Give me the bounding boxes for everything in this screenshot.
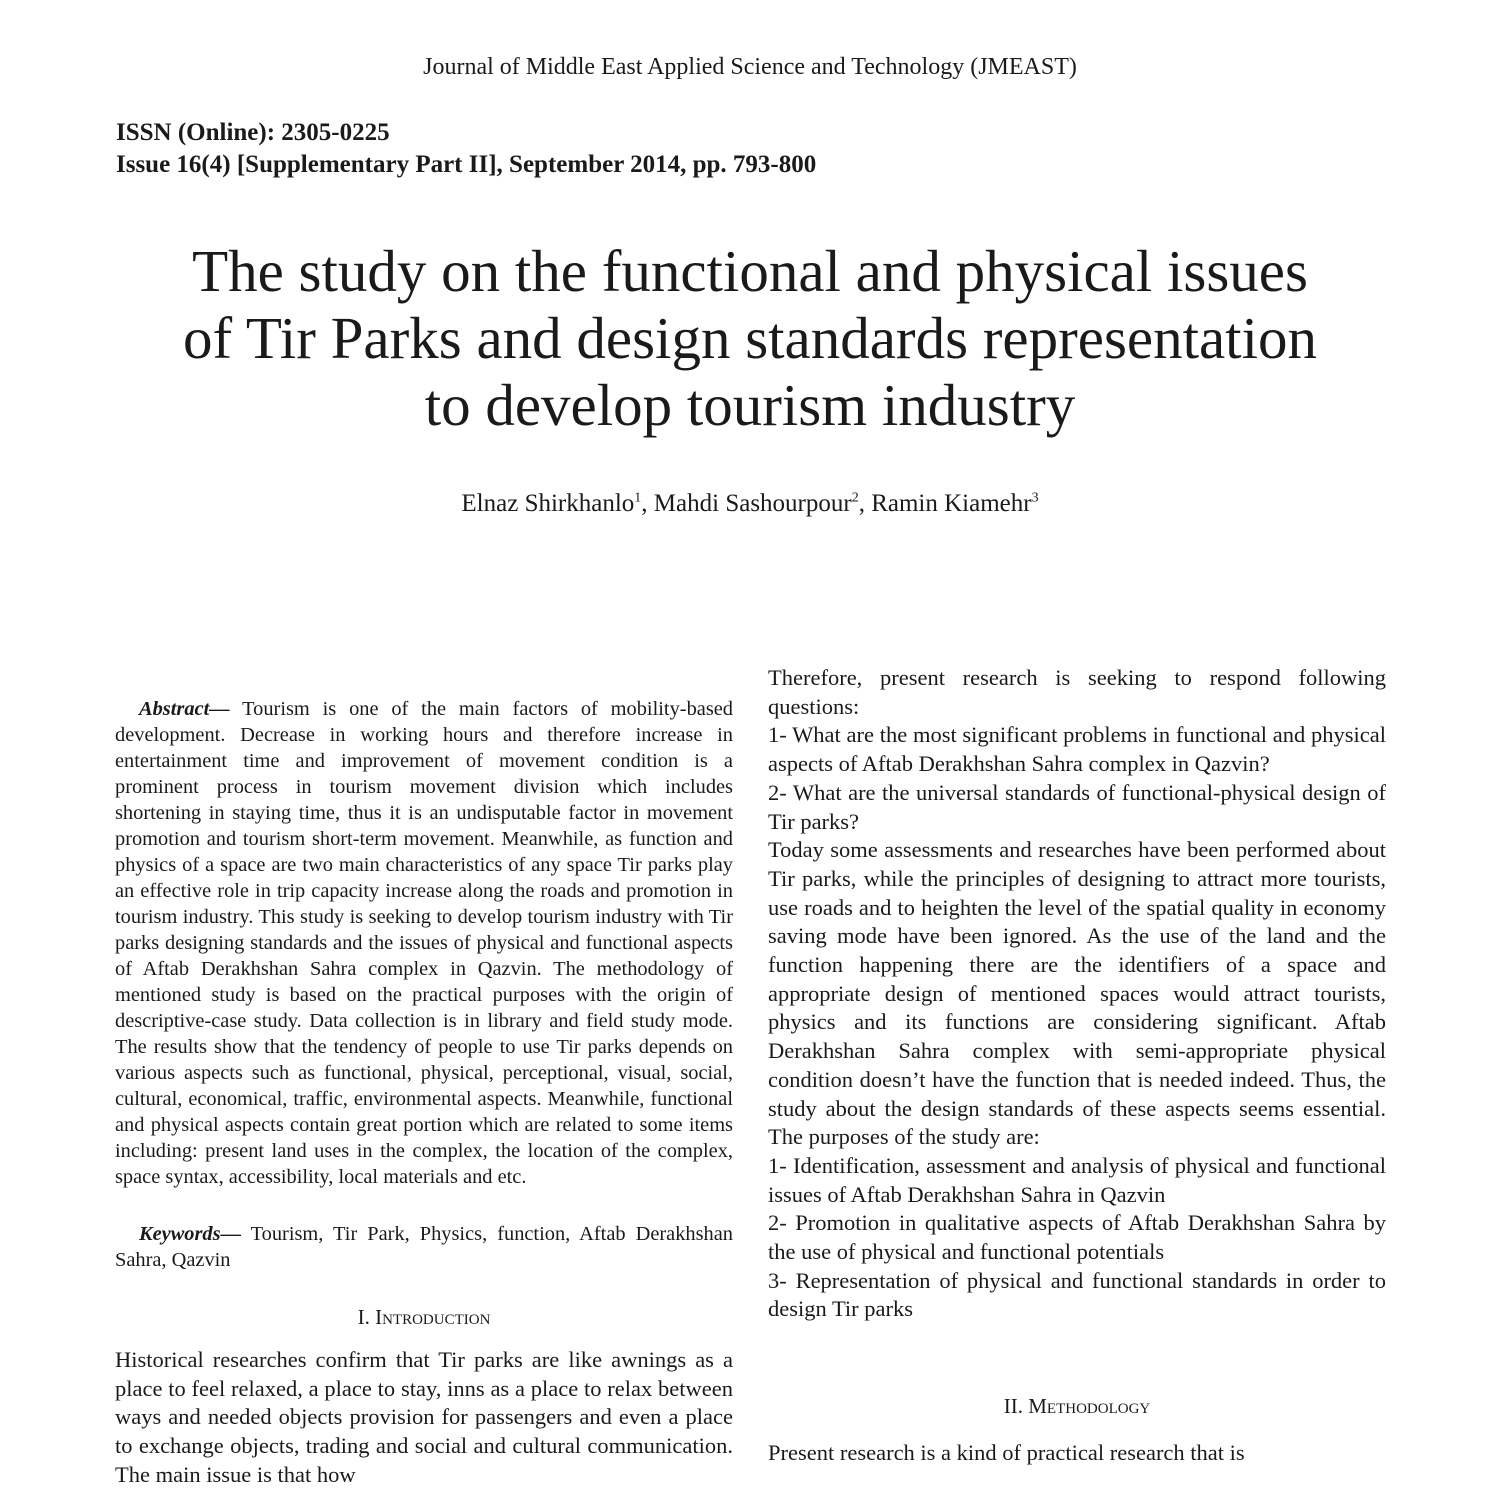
author-2-affiliation: 2 [851, 490, 859, 506]
purpose-1: 1- Identification, assessment and analysis of physical and functional issues of Aftab Derakhshan Sahra in Qazvin [768, 1152, 1386, 1207]
author-3-affiliation: 3 [1031, 490, 1039, 506]
left-column [115, 696, 733, 1490]
purpose-2: 2- Promotion in qualitative aspects of Aftab Derakhshan Sahra by the use of physical and functional potentials [768, 1210, 1386, 1265]
intro-title: Introduction [375, 1305, 491, 1329]
abstract [115, 696, 733, 1190]
section-heading-introduction [115, 1305, 733, 1330]
author-2: Mahdi Sashourpour [653, 490, 852, 517]
author-list: Elnaz Shirkhanlo$^1$, Mahdi Sashourpour$^2$, Ramin Kiamehr$^3$ [461, 490, 1039, 517]
question-2: 2- What are the universal standards of functional-physical design of Tir parks? [768, 779, 1386, 834]
paper-title [120, 238, 1380, 439]
issue-line: Issue 16(4) [Supplementary Part II], September 2014, pp. 793-800 [116, 151, 817, 178]
method-title: Methodology [1028, 1394, 1151, 1419]
author-3: Ramin Kiamehr [871, 490, 1032, 517]
question-1: 1- What are the most significant problems in functional and physical aspects of Aftab Derakhshan Sahra complex in Qazvin? [768, 722, 1386, 777]
abstract-text: Tourism is one of the main factors of mobility-based development. Decrease in working hours and therefore increase in entertainment time and improvement of movement condition is a prominent process in tourism movement division which includes shortening in staying time, thus it is an undisputable factor in movement promotion and tourism short-term movement. Meanwhile, as function and physics of a space are two main characteristics of any space Tir parks play an effective role in trip capacity increase along the roads and promotion in tourism industry. This study is seeking to develop tourism industry with Tir parks designing standards and the issues of physical and functional aspects of Aftab Derakhshan Sahra complex in Qazvin. The methodology of mentioned study is based on the practical purposes with the origin of descriptive-case study. Data collection is in library and field study mode. The results show that the tendency of people to use Tir parks depends on various aspects such as functional, physical, perceptional, visual, social, cultural, economical, traffic, environmental aspects. Meanwhile, functional and physical aspects contain great portion which are related to some items including: present land uses in the complex, the location of the complex, space syntax, accessibility, local materials and etc. [115, 698, 734, 1188]
title-line-1: The study on the functional and physical issues [192, 238, 1308, 304]
author-1-affiliation: 1 [634, 490, 642, 506]
title-line-2: of Tir Parks and design standards representation [183, 305, 1317, 371]
keywords [115, 1221, 733, 1273]
author-1: Elnaz Shirkhanlo [461, 490, 635, 517]
paragraph-background: Today some assessments and researches have been performed about Tir parks, while the principles of designing to attract more tourists, use roads and to heighten the level of the spatial quality in economy saving mode have been ignored. As the use of the land and the function happening there are the identifiers of a space and appropriate design of mentioned spaces would attract tourists, physics and its functions are considering significant. Aftab Derakhshan Sahra complex with semi-appropriate physical condition doesn’t have the function that is needed indeed. Thus, the study about the design standards of these aspects seems essential. The purposes of the study are: [768, 837, 1386, 1150]
abstract-label: Abstract— [139, 698, 230, 720]
issue-info [116, 117, 816, 181]
title-line-3: to develop tourism industry [424, 372, 1076, 438]
section-heading-methodology [768, 1394, 1386, 1419]
intro-paragraph: Historical researches confirm that Tir parks are like awnings as a place to feel relaxed, a place to stay, inns as a place to relax between ways and needed objects provision for passengers and even a place to exchange objects, trading and social and cultural communication. The main issue is that how [115, 1347, 733, 1487]
paragraph-questions-intro: Therefore, present research is seeking to respond following questions: [768, 665, 1386, 719]
journal-name: Journal of Middle East Applied Science and Technology (JMEAST) [423, 54, 1077, 80]
intro-number: I. [357, 1305, 370, 1329]
methodology-paragraph: Present research is a kind of practical research that is [768, 1440, 1245, 1466]
keywords-label: Keywords— [139, 1223, 241, 1245]
right-column [768, 664, 1386, 1468]
keywords-text: Tourism, Tir Park, Physics, function, Aftab Derakhshan Sahra, Qazvin [115, 1223, 733, 1271]
issn-line: ISSN (Online): 2305-0225 [116, 119, 390, 146]
purpose-3: 3- Representation of physical and functional standards in order to design Tir parks [768, 1267, 1386, 1322]
method-number: II. [1003, 1394, 1023, 1419]
